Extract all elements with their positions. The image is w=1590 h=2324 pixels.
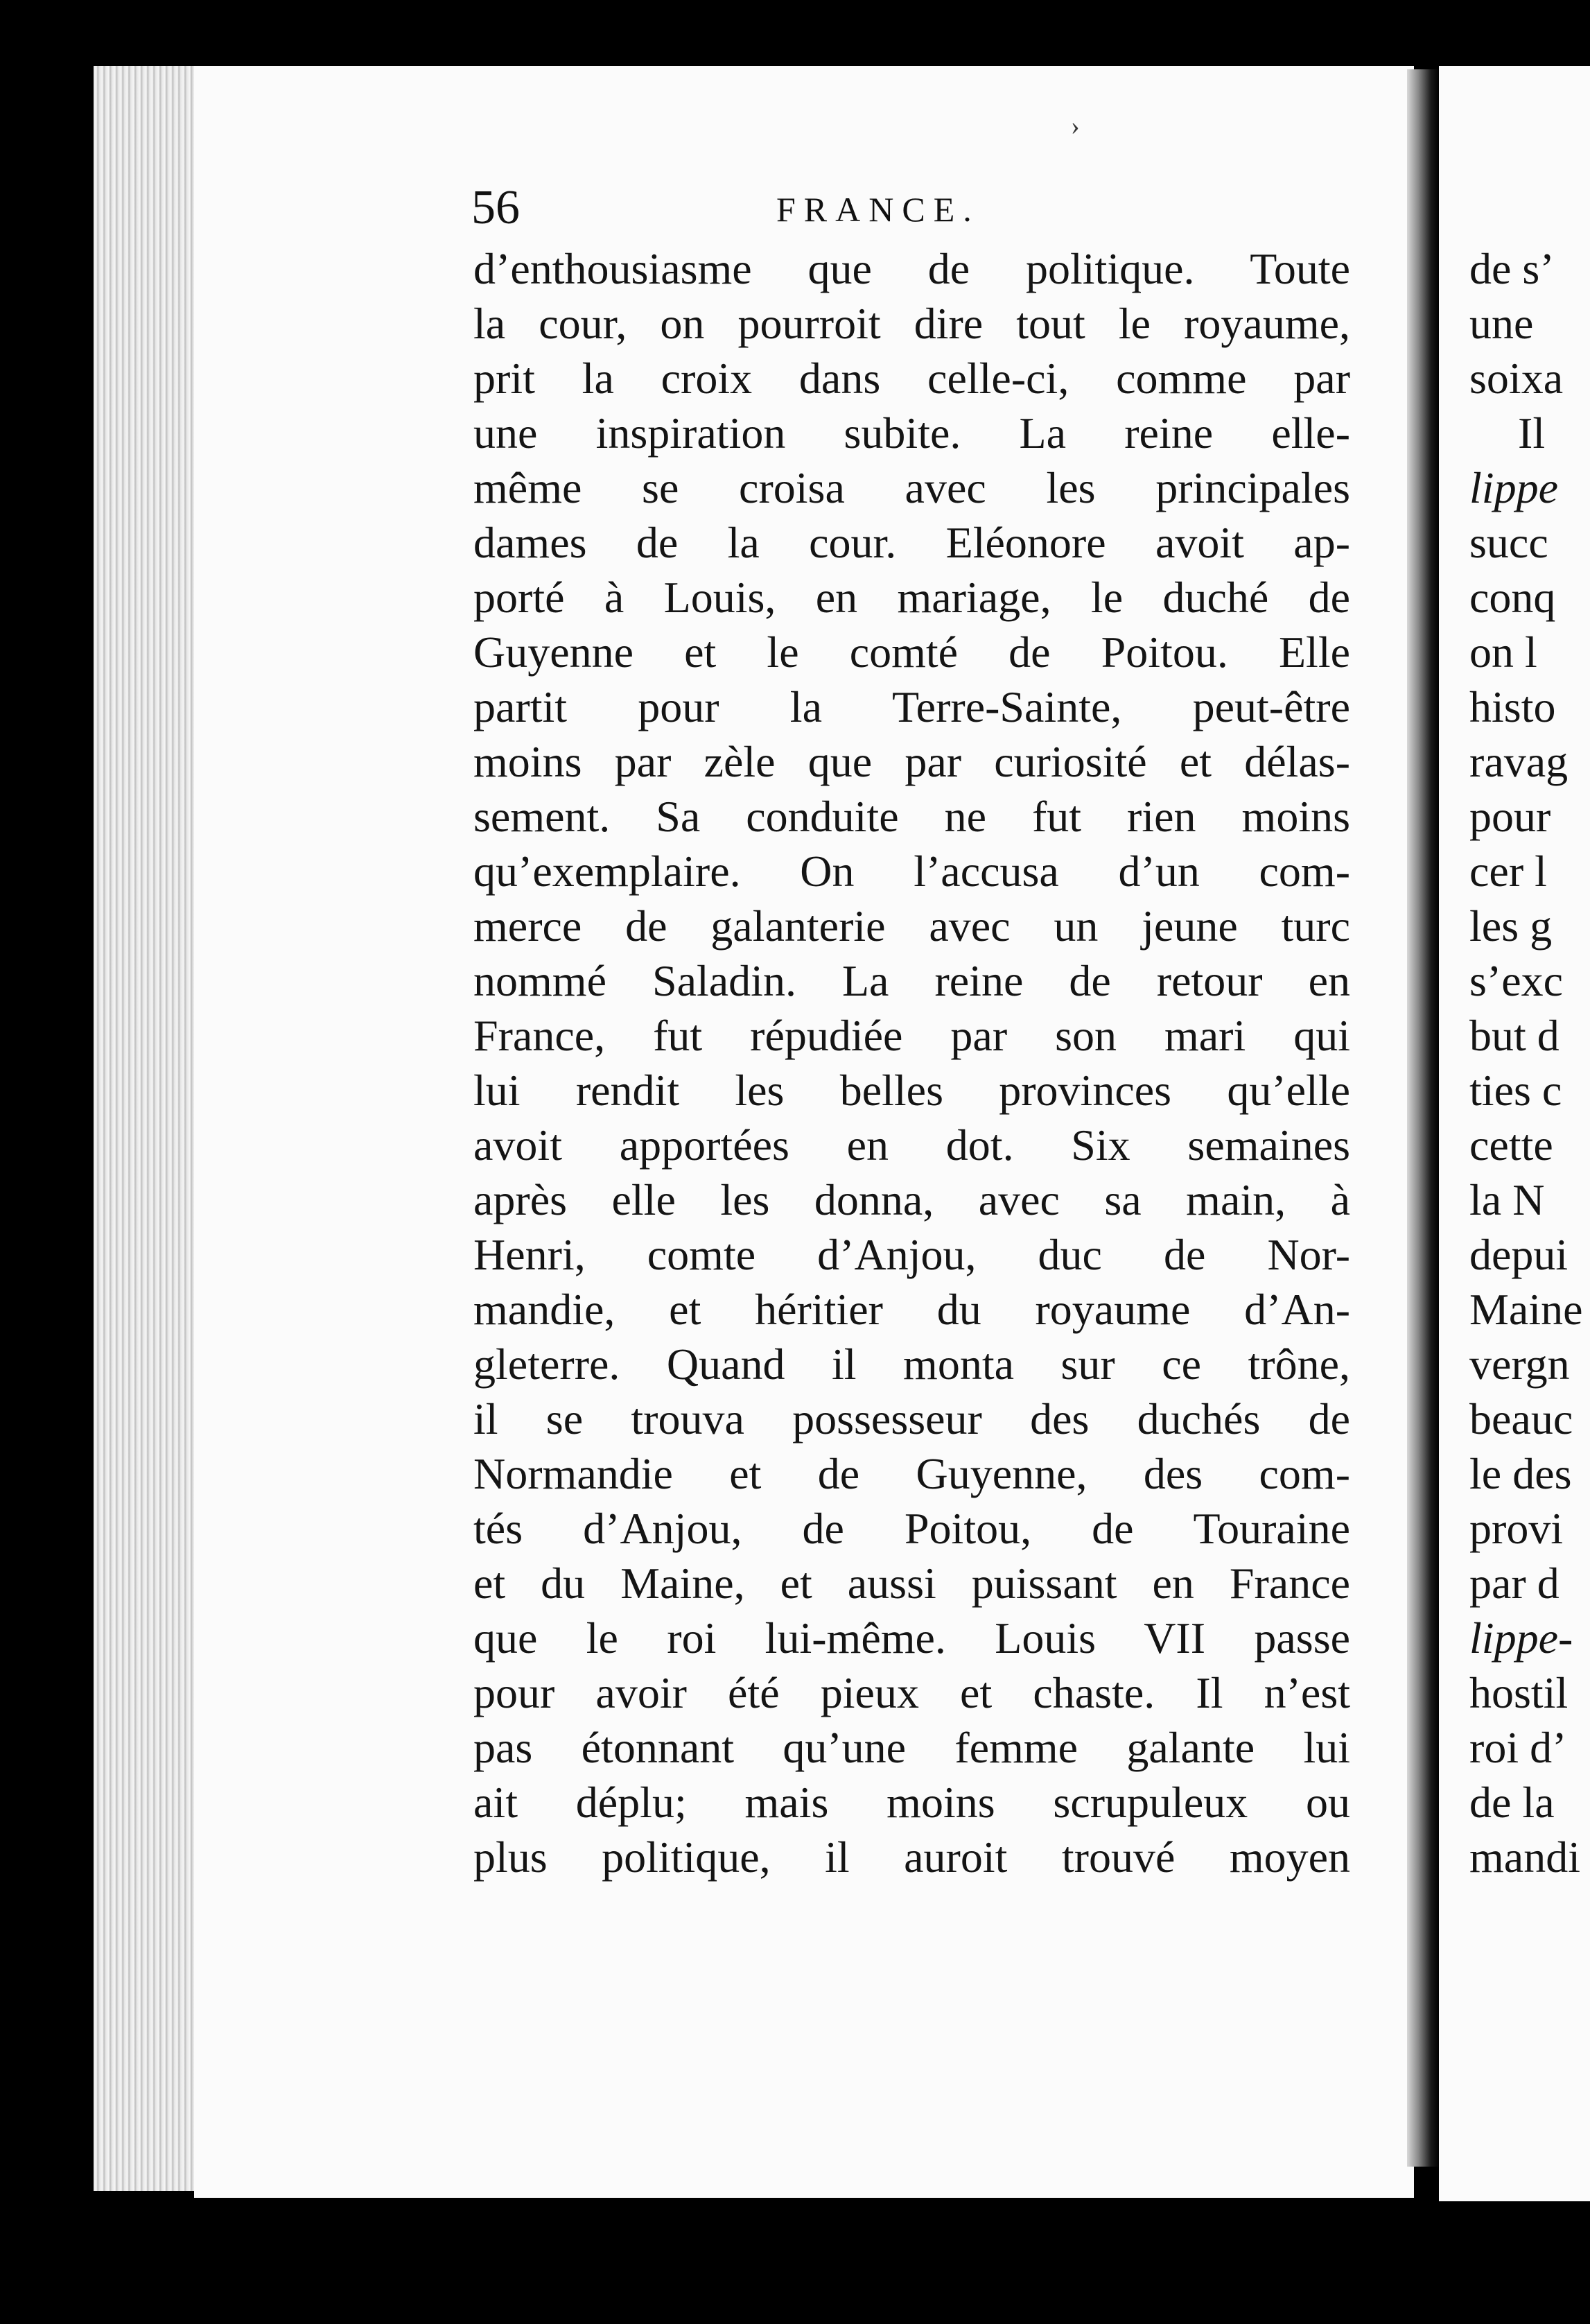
text-line: Guyenne et le comté de Poitou. Elle: [473, 627, 1350, 677]
text-line: sement. Sa conduite ne fut rien moins: [473, 792, 1350, 841]
text-line: il se trouva possesseur des duchés de: [473, 1394, 1350, 1443]
text-line: et du Maine, et aussi puissant en France: [473, 1559, 1350, 1608]
fragment-line: de s’: [1469, 244, 1555, 293]
fragment-line: lippe-: [1469, 1613, 1573, 1663]
fragment-line: succ: [1469, 518, 1548, 567]
text-line: ait déplu; mais moins scrupuleux ou: [473, 1778, 1350, 1827]
page-stack-edges: [94, 66, 198, 2191]
book-gutter: [1407, 69, 1439, 2167]
fragment-line: ties c: [1469, 1066, 1562, 1115]
text-line: avoit apportées en dot. Six semaines: [473, 1120, 1350, 1170]
fragment-line: vergn: [1469, 1339, 1570, 1389]
fragment-line: soixa: [1469, 354, 1564, 403]
fragment-line: cette: [1469, 1120, 1553, 1170]
page-header: [471, 177, 1352, 239]
text-line: plus politique, il auroit trouvé moyen: [473, 1832, 1350, 1882]
fragment-line: provi: [1469, 1504, 1564, 1553]
fragment-line: conq: [1469, 573, 1556, 622]
running-title: FRANCE.: [776, 190, 980, 229]
text-line: même se croisa avec les principales: [473, 463, 1350, 512]
scan-speck: ›: [1071, 112, 1080, 141]
fragment-line: la N: [1469, 1175, 1545, 1224]
text-line: prit la croix dans celle-ci, comme par: [473, 354, 1350, 403]
fragment-line: le des: [1469, 1449, 1572, 1498]
fragment-line: lippe: [1469, 463, 1558, 512]
fragment-line: histo: [1469, 682, 1556, 731]
text-line: pas étonnant qu’une femme galante lui: [473, 1723, 1350, 1772]
text-line: pour avoir été pieux et chaste. Il n’est: [473, 1668, 1350, 1717]
fragment-line: ravag: [1469, 737, 1569, 786]
fragment-line: cer l: [1469, 847, 1547, 896]
fragment-line: depui: [1469, 1230, 1569, 1279]
fragment-line: par d: [1469, 1559, 1560, 1608]
fragment-line: Il: [1518, 408, 1546, 458]
fragment-line: une: [1469, 299, 1534, 348]
text-line: la cour, on pourroit dire tout le royaume,: [473, 299, 1350, 348]
text-line: mandie, et héritier du royaume d’An-: [473, 1285, 1350, 1334]
main-text-column: [473, 241, 1350, 1884]
fragment-line: roi d’: [1469, 1723, 1567, 1772]
text-line: d’enthousiasme que de politique. Toute: [473, 244, 1350, 293]
text-line: gleterre. Quand il monta sur ce trône,: [473, 1339, 1350, 1389]
fragment-line: Maine: [1469, 1285, 1583, 1334]
text-line: Normandie et de Guyenne, des com-: [473, 1449, 1350, 1498]
page-number: 56: [471, 181, 520, 234]
text-line: lui rendit les belles provinces qu’elle: [473, 1066, 1350, 1115]
fragment-line: s’exc: [1469, 956, 1564, 1005]
fragment-line: hostil: [1469, 1668, 1569, 1717]
text-line: après elle les donna, avec sa main, à: [473, 1175, 1350, 1224]
fragment-line: les g: [1469, 901, 1553, 951]
fragment-line: but d: [1469, 1011, 1560, 1060]
text-line: nommé Saladin. La reine de retour en: [473, 956, 1350, 1005]
text-line: qu’exemplaire. On l’accusa d’un com-: [473, 847, 1350, 896]
fragment-line: mandi: [1469, 1832, 1580, 1882]
facing-page-text-fragments: [1469, 241, 1590, 1884]
text-line: France, fut répudiée par son mari qui: [473, 1011, 1350, 1060]
text-line: une inspiration subite. La reine elle-: [473, 408, 1350, 458]
text-line: que le roi lui-même. Louis VII passe: [473, 1613, 1350, 1663]
fragment-line: beauc: [1469, 1394, 1573, 1443]
text-line: porté à Louis, en mariage, le duché de: [473, 573, 1350, 622]
text-line: moins par zèle que par curiosité et délas-: [473, 737, 1350, 786]
text-line: Henri, comte d’Anjou, duc de Nor-: [473, 1230, 1350, 1279]
fragment-line: on l: [1469, 627, 1537, 677]
fragment-line: de la: [1469, 1778, 1555, 1827]
text-line: merce de galanterie avec un jeune turc: [473, 901, 1350, 951]
text-line: tés d’Anjou, de Poitou, de Touraine: [473, 1504, 1350, 1553]
text-line: partit pour la Terre-Sainte, peut-être: [473, 682, 1350, 731]
fragment-line: pour: [1469, 792, 1551, 841]
text-line: dames de la cour. Eléonore avoit ap-: [473, 518, 1350, 567]
